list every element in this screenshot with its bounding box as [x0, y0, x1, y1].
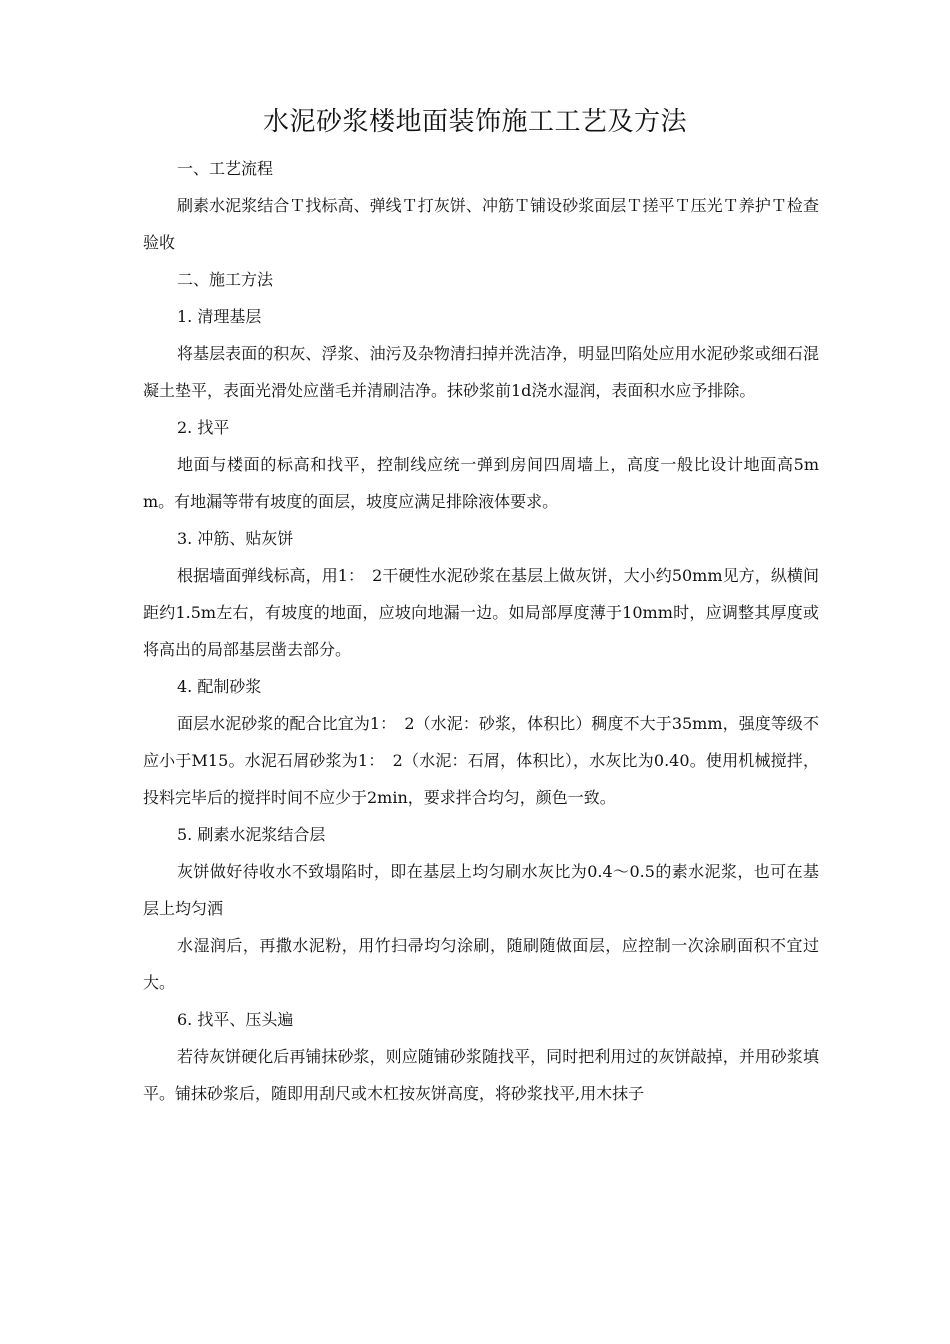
step-heading-bond-coat: 5. 刷素水泥浆结合层 [177, 825, 326, 844]
step-heading-clean-base: 1. 清理基层 [177, 307, 262, 326]
step-heading-screed-marks: 3. 冲筋、贴灰饼 [177, 529, 294, 548]
document-body [143, 150, 819, 1112]
step-heading-mortar-mix: 4. 配制砂浆 [177, 677, 262, 696]
screed-marks-paragraph: 根据墙面弹线标高，用1： 2干硬性水泥砂浆在基层上做灰饼，大小约50mm见方，纵横间距约1.5m左右，有坡度的地面，应坡向地漏一边。如局部厚度薄于10mm时，应调整其厚度或将高出的局部基层凿去部分。 [143, 566, 819, 659]
document-title: 水泥砂浆楼地面装饰施工工艺及方法 [262, 107, 687, 137]
section-heading-process: 一、工艺流程 [177, 159, 274, 178]
clean-base-paragraph: 将基层表面的积灰、浮浆、油污及杂物清扫掉并洗洁净，明显凹陷处应用水泥砂浆或细石混凝土垫平，表面光滑处应凿毛并清刷洁净。抹砂浆前1d浇水湿润，表面积水应予排除。 [143, 344, 819, 400]
leveling-paragraph: 地面与楼面的标高和找平，控制线应统一弹到房间四周墙上，高度一般比设计地面高5mm。有地漏等带有坡度的面层，坡度应满足排除液体要求。 [143, 455, 819, 511]
bond-coat-paragraph-2: 水湿润后，再撒水泥粉，用竹扫帚均匀涂刷，随刷随做面层，应控制一次涂刷面积不宜过大。 [143, 936, 819, 992]
process-flow-paragraph: 刷素水泥浆结合Ｔ找标高、弹线Ｔ打灰饼、冲筋Ｔ铺设砂浆面层Ｔ搓平Ｔ压光Ｔ养护Ｔ检查验收 [143, 196, 819, 252]
bond-coat-paragraph-1: 灰饼做好待收水不致塌陷时，即在基层上均匀刷水灰比为0.4〜0.5的素水泥浆，也可在基层上均匀洒 [143, 862, 819, 918]
mortar-mix-paragraph: 面层水泥砂浆的配合比宜为1： 2（水泥：砂浆，体积比）稠度不大于35mm，强度等级不应小于M15。水泥石屑砂浆为1： 2（水泥：石屑，体积比），水灰比为0.40。使用机械搅拌，投料完毕后的搅拌时间不应少于2min，要求拌合均匀，颜色一致。 [143, 714, 819, 807]
section-heading-method: 二、施工方法 [177, 270, 274, 289]
first-press-paragraph: 若待灰饼硬化后再铺抹砂浆，则应随铺砂浆随找平，同时把利用过的灰饼敲掉，并用砂浆填平。铺抹砂浆后，随即用刮尺或木杠按灰饼高度，将砂浆找平,用木抹子 [143, 1047, 819, 1103]
step-heading-first-press: 6. 找平、压头遍 [177, 1010, 294, 1029]
step-heading-leveling: 2. 找平 [177, 418, 230, 437]
